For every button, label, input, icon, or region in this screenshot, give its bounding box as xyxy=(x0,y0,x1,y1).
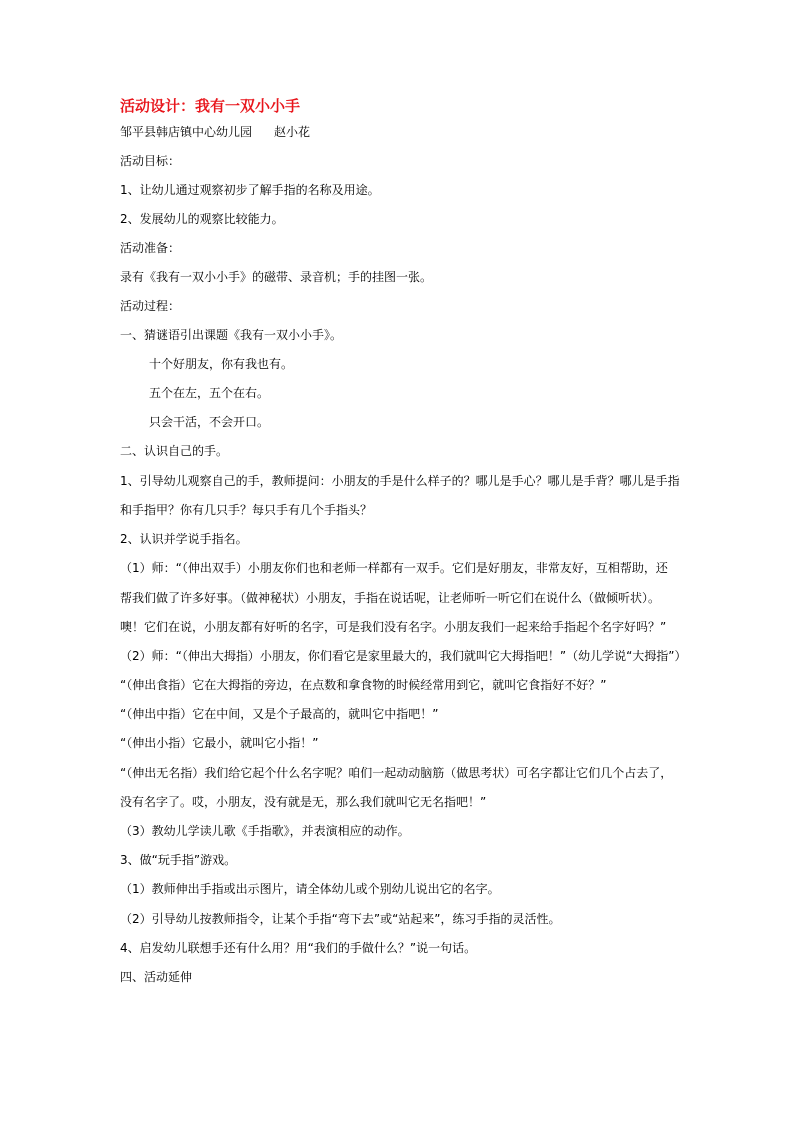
riddle-line: 五个在左，五个在右。 xyxy=(149,386,270,400)
author-name: 赵小花 xyxy=(274,125,311,139)
section-heading: 一、猜谜语引出课题《我有一双小小手》。 xyxy=(120,328,343,342)
paragraph: 3、做“玩手指”游戏。 xyxy=(120,853,237,867)
paragraph: 录有《我有一双小小手》的磁带、录音机；手的挂图一张。 xyxy=(120,270,433,284)
paragraph: 没有名字了。哎，小朋友，没有就是无，那么我们就叫它无名指吧！” xyxy=(120,795,487,809)
author-school: 邹平县韩店镇中心幼儿园 xyxy=(120,125,253,139)
paragraph: “（伸出无名指）我们给它起个什么名字呢？咱们一起动动脑筋（做思考状）可名字都让它们几个占去了， xyxy=(120,766,673,780)
paragraph: 帮我们做了许多好事。（做神秘状）小朋友，手指在说话呢，让老师听一听它们在说什么（做倾听状）。 xyxy=(120,591,661,605)
paragraph: 噢！它们在说，小朋友都有好听的名字，可是我们没有名字。小朋友我们一起来给手指起个名字好吗？” xyxy=(120,620,667,634)
riddle-line: 十个好朋友，你有我也有。 xyxy=(149,357,294,371)
document-title: 活动设计：我有一双小小手 xyxy=(120,97,301,115)
paragraph: 1、引导幼儿观察自己的手，教师提问：小朋友的手是什么样子的？哪儿是手心？哪儿是手背？哪儿是手指 xyxy=(120,474,680,488)
paragraph: 1、让幼儿通过观察初步了解手指的名称及用途。 xyxy=(120,183,380,197)
heading-preparation: 活动准备： xyxy=(120,241,181,255)
paragraph: （2）师：“（伸出大拇指）小朋友，你们看它是家里最大的，我们就叫它大拇指吧！”（幼儿学说“大拇指”） xyxy=(120,649,687,663)
paragraph: 2、认识并学说手指名。 xyxy=(120,532,248,546)
paragraph: （2）引导幼儿按教师指令，让某个手指“弯下去”或“站起来”，练习手指的灵活性。 xyxy=(120,912,561,926)
paragraph: 和手指甲？你有几只手？每只手有几个手指头？ xyxy=(120,503,373,517)
author-line xyxy=(120,124,310,140)
heading-process: 活动过程： xyxy=(120,299,181,313)
heading-goals: 活动目标： xyxy=(120,154,181,168)
section-heading: 四、活动延伸 xyxy=(120,970,193,984)
paragraph: （3）教幼儿学读儿歌《手指歌》，并表演相应的动作。 xyxy=(120,824,410,838)
paragraph: “（伸出食指）它在大拇指的旁边，在点数和拿食物的时候经常用到它，就叫它食指好不好？” xyxy=(120,678,607,692)
section-heading: 二、认识自己的手。 xyxy=(120,444,229,458)
paragraph: “（伸出小指）它最小，就叫它小指！” xyxy=(120,736,319,750)
paragraph: 4、启发幼儿联想手还有什么用？用“我们的手做什么？”说一句话。 xyxy=(120,941,477,955)
paragraph: （1）教师伸出手指或出示图片，请全体幼儿或个别幼儿说出它的名字。 xyxy=(120,882,500,896)
paragraph: “（伸出中指）它在中间，又是个子最高的，就叫它中指吧！” xyxy=(120,707,439,721)
paragraph: （1）师：“（伸出双手）小朋友你们也和老师一样都有一双手。它们是好朋友，非常友好，互相帮助，还 xyxy=(120,561,668,575)
paragraph: 2、发展幼儿的观察比较能力。 xyxy=(120,212,284,226)
riddle-line: 只会干活，不会开口。 xyxy=(149,415,270,429)
